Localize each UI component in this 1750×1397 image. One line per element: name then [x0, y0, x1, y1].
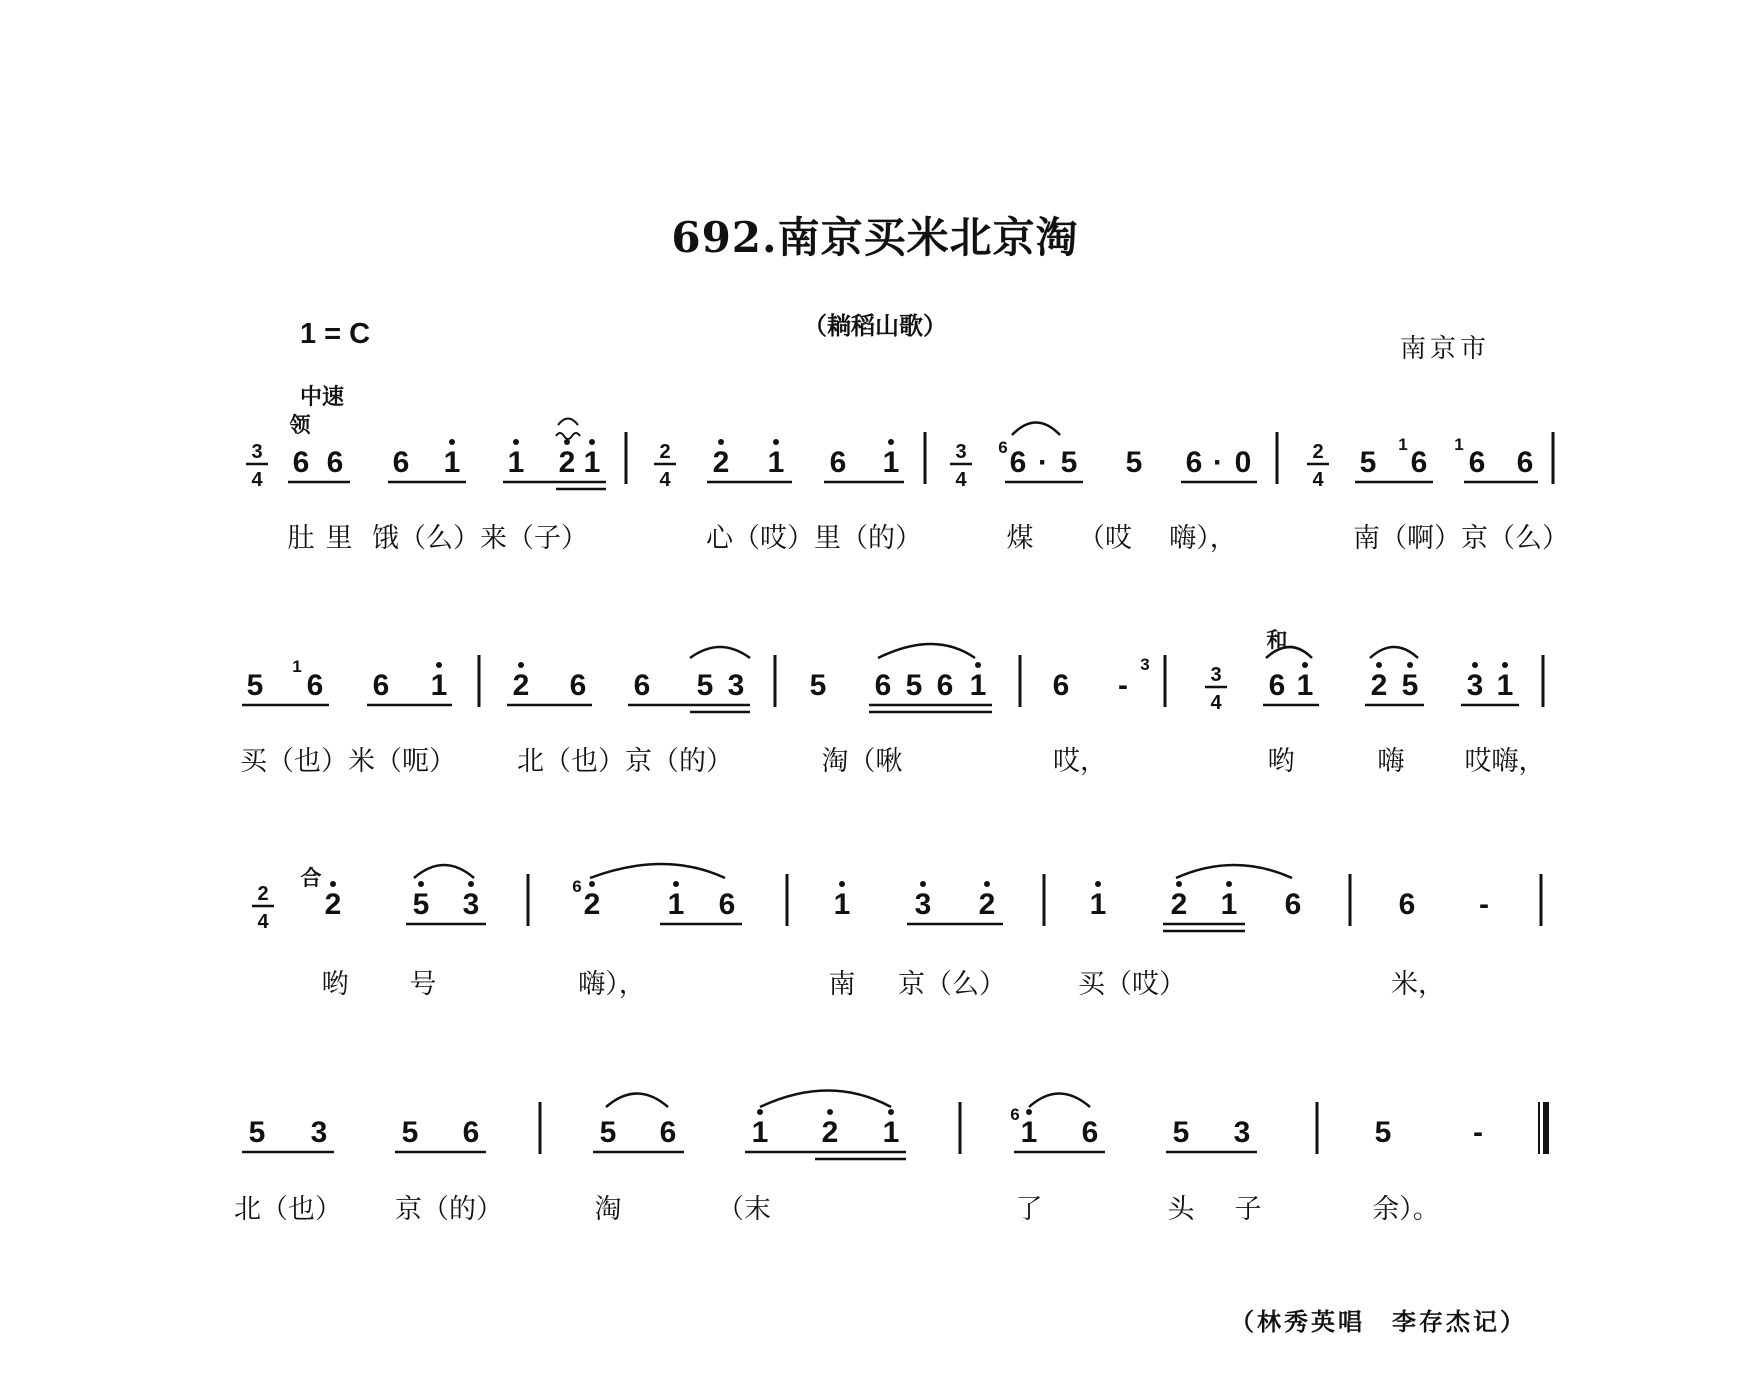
lyric: 肚: [287, 523, 315, 554]
note: 6: [1081, 1116, 1099, 1149]
song-genre-subtitle: （耥稻山歌）: [803, 311, 947, 340]
note: 1: [443, 446, 461, 479]
note: 2: [324, 888, 342, 921]
note: 1: [882, 1116, 900, 1149]
note: 2: [558, 446, 576, 479]
lyric: 北（也）: [234, 1194, 342, 1225]
extension-dash: -: [1479, 888, 1489, 921]
note: 5: [696, 669, 714, 702]
grace-note-figure: 1: [1398, 435, 1408, 454]
note: 5: [246, 669, 264, 702]
note: 1: [833, 888, 851, 921]
time-signature-top: 2: [659, 441, 671, 463]
octave-dot: [330, 881, 336, 887]
lyric: 子: [1234, 1194, 1262, 1225]
time-signature-top: 2: [257, 883, 269, 905]
grace-note-figure: 6: [998, 438, 1008, 457]
lyric: （末: [717, 1194, 771, 1225]
octave-dot: [436, 662, 442, 668]
note: 6: [874, 669, 892, 702]
note: 1: [1296, 669, 1314, 702]
note: 1: [1089, 888, 1107, 921]
time-signature-bottom: 4: [257, 911, 269, 933]
note: ·: [1213, 446, 1223, 479]
note: 5: [809, 669, 827, 702]
time-signature-top: 3: [955, 441, 967, 463]
performer-credits: （林秀英唱 李存杰记）: [1230, 1307, 1527, 1336]
lyric: 买（也）米（呃）: [240, 746, 456, 777]
lyric: 南: [828, 969, 856, 1000]
lyric: 嗨），: [578, 969, 646, 1000]
note: 5: [599, 1116, 617, 1149]
note: 6: [1185, 446, 1203, 479]
octave-dot: [1376, 662, 1382, 668]
lyric: 了: [1015, 1194, 1043, 1225]
note: 6: [633, 669, 651, 702]
note: 3: [310, 1116, 328, 1149]
octave-dot: [589, 881, 595, 887]
octave-dot: [673, 881, 679, 887]
lyric: 南（啊）京（么）: [1353, 523, 1569, 554]
note: 1: [1496, 669, 1514, 702]
note: 5: [1359, 446, 1377, 479]
note: 6: [569, 669, 587, 702]
grace-note-figure: 6: [1010, 1105, 1020, 1124]
note: 5: [905, 669, 923, 702]
note: 6: [1284, 888, 1302, 921]
note: 6: [292, 446, 310, 479]
octave-dot: [513, 439, 519, 445]
time-signature-top: 2: [1312, 441, 1324, 463]
lyric: 嗨），: [1169, 523, 1237, 554]
lyric: 哟: [321, 969, 349, 1000]
note: 5: [248, 1116, 266, 1149]
time-signature-bottom: 4: [1210, 692, 1222, 714]
lyric: （哎: [1078, 523, 1132, 554]
note: 5: [1060, 446, 1078, 479]
octave-dot: [418, 881, 424, 887]
octave-dot: [564, 439, 570, 445]
note: 1: [507, 446, 525, 479]
note: 0: [1234, 446, 1252, 479]
time-signature-top: 3: [251, 441, 263, 463]
octave-dot: [757, 1109, 763, 1115]
octave-dot: [718, 439, 724, 445]
octave-dot: [1095, 881, 1101, 887]
note: 6: [1052, 669, 1070, 702]
extension-dash: -: [1118, 669, 1128, 702]
lyric: 余）。: [1372, 1194, 1440, 1225]
octave-dot: [1302, 662, 1308, 668]
lyric: 买（哎）: [1078, 969, 1186, 1000]
note: 3: [914, 888, 932, 921]
note: 6: [326, 446, 344, 479]
octave-dot: [839, 881, 845, 887]
note: 2: [1370, 669, 1388, 702]
octave-dot: [1502, 662, 1508, 668]
lyric: 心（哎）里（的）: [706, 523, 922, 554]
octave-dot: [518, 662, 524, 668]
note: 2: [821, 1116, 839, 1149]
note: 1: [667, 888, 685, 921]
note: 5: [1172, 1116, 1190, 1149]
lyric: 北（也）京（的）: [517, 746, 733, 777]
note: 3: [462, 888, 480, 921]
note: 2: [583, 888, 601, 921]
lyric: 哎嗨，: [1464, 746, 1546, 777]
note: 3: [1233, 1116, 1251, 1149]
note: 5: [1374, 1116, 1392, 1149]
lyric: 米，: [1391, 969, 1445, 1000]
grace-note-figure: 6: [572, 877, 582, 896]
octave-dot: [920, 881, 926, 887]
tempo-marking: 中速: [300, 385, 345, 410]
note: 1: [1020, 1116, 1038, 1149]
note: 6: [659, 1116, 677, 1149]
octave-dot: [1176, 881, 1182, 887]
note: ·: [1038, 446, 1048, 479]
chorus-mark-ge: 合: [300, 866, 322, 890]
chorus-mark-he: 和: [1266, 628, 1288, 652]
octave-dot: [1407, 662, 1413, 668]
note: 6: [1009, 446, 1027, 479]
lead-mark: 领: [289, 413, 311, 437]
time-signature-top: 3: [1210, 664, 1222, 686]
note: 6: [1398, 888, 1416, 921]
note: 1: [583, 446, 601, 479]
note: 3: [1466, 669, 1484, 702]
note: 2: [712, 446, 730, 479]
note: 6: [718, 888, 736, 921]
time-signature-bottom: 4: [1312, 469, 1324, 491]
octave-dot: [1226, 881, 1232, 887]
note: 6: [392, 446, 410, 479]
key-signature: 1 = C: [300, 318, 371, 350]
grace-note-figure: 3: [1140, 655, 1150, 674]
octave-dot: [1472, 662, 1478, 668]
note: 6: [1516, 446, 1534, 479]
note: 3: [727, 669, 745, 702]
octave-dot: [888, 1109, 894, 1115]
time-signature-bottom: 4: [659, 469, 671, 491]
lyric: 煤: [1006, 523, 1034, 554]
note: 6: [462, 1116, 480, 1149]
note: 2: [512, 669, 530, 702]
octave-dot: [827, 1109, 833, 1115]
lyric: 头: [1167, 1194, 1195, 1225]
lyrics-layer: [234, 523, 1569, 1225]
lyric: 饿（么）来（子）: [372, 523, 588, 554]
octave-dot: [888, 439, 894, 445]
lyric: 嗨: [1377, 746, 1405, 777]
octave-dot: [984, 881, 990, 887]
octave-dot: [449, 439, 455, 445]
note: 6: [1410, 446, 1428, 479]
note: 5: [1125, 446, 1143, 479]
lyric: 京（么）: [898, 969, 1006, 1000]
song-title: 692.南京买米北京淘: [671, 213, 1079, 262]
lyric: 淘: [594, 1194, 622, 1225]
note: 5: [1401, 669, 1419, 702]
note: 1: [1220, 888, 1238, 921]
note: 2: [978, 888, 996, 921]
time-signature-bottom: 4: [251, 469, 263, 491]
note: 1: [882, 446, 900, 479]
note: 5: [412, 888, 430, 921]
note: 6: [1468, 446, 1486, 479]
note: 1: [430, 669, 448, 702]
note: 2: [1170, 888, 1188, 921]
note: 6: [829, 446, 847, 479]
grace-note-figure: 1: [1454, 435, 1464, 454]
lyric: 里: [325, 523, 353, 554]
lyric: 淘（啾: [821, 746, 903, 777]
extension-dash: -: [1473, 1116, 1483, 1149]
note: 1: [969, 669, 987, 702]
octave-dot: [773, 439, 779, 445]
region-label: 南京市: [1400, 334, 1491, 364]
lyric: 哎，: [1053, 746, 1107, 777]
octave-dot: [468, 881, 474, 887]
note: 6: [1268, 669, 1286, 702]
lyric: 号: [409, 969, 437, 1000]
lyric: 哟: [1267, 746, 1295, 777]
octave-dot: [589, 439, 595, 445]
octave-dot: [975, 662, 981, 668]
note: 1: [767, 446, 785, 479]
octave-dot: [1026, 1109, 1032, 1115]
note: 6: [372, 669, 390, 702]
time-signature-bottom: 4: [955, 469, 967, 491]
note: 6: [936, 669, 954, 702]
lyric: 京（的）: [395, 1194, 503, 1225]
grace-note-figure: 1: [292, 657, 302, 676]
note: 5: [401, 1116, 419, 1149]
note: 6: [306, 669, 324, 702]
note: 1: [751, 1116, 769, 1149]
